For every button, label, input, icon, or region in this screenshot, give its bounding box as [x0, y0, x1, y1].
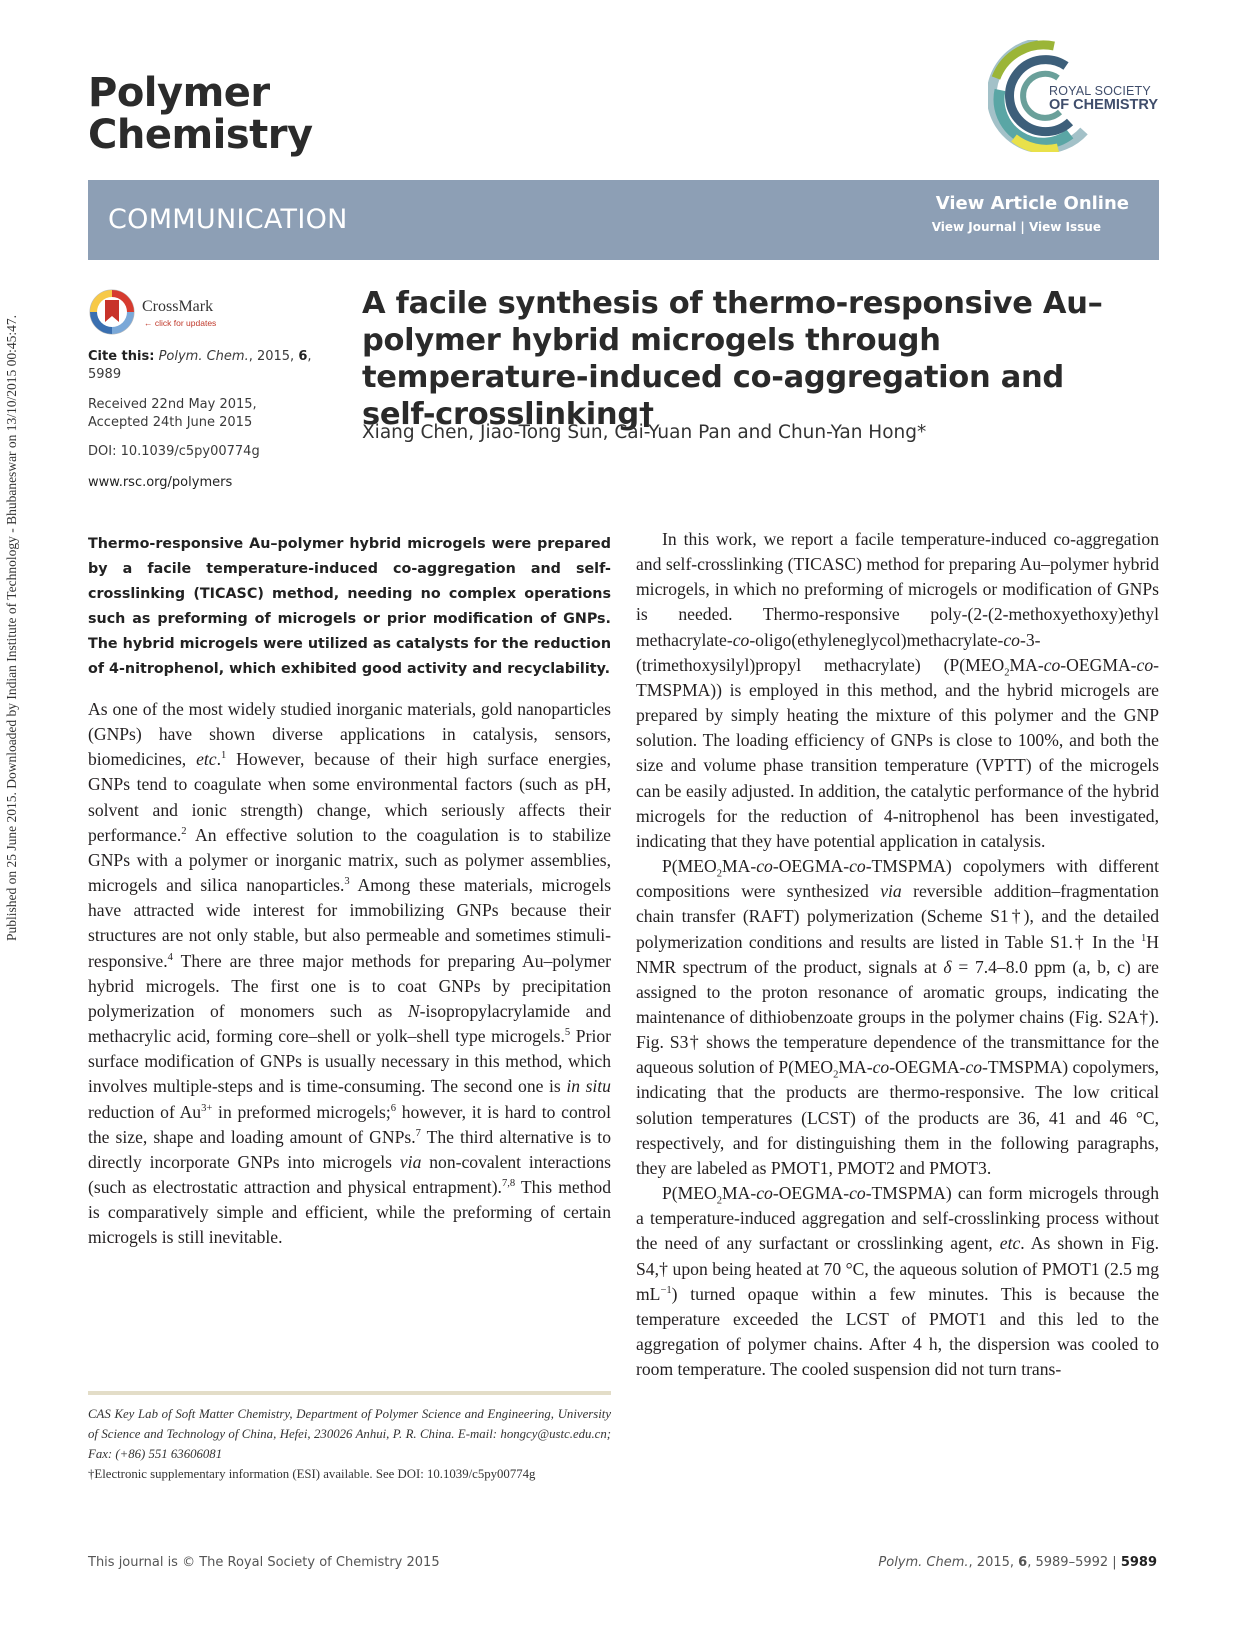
- rsc-logo-text: [1049, 84, 1158, 112]
- article-type-label: COMMUNICATION: [108, 204, 348, 235]
- body-paragraph-1: In this work, we report a facile temperature-induced co-aggregation and self-crosslinking (TICASC) method for preparing Au–polymer hybrid microgels, in which no preforming of microgels or modification of GNPs is needed. Thermo-responsive poly-(2-(2-methoxyethoxy)ethyl methacrylate-co-oligo(ethyleneglycol)methacrylate-co-3-(trimethoxysilyl)propyl methacrylate) $(P(MEO_2MA-co-OEGMA-co-TMSPMA))$ is employed in this method, and the hybrid microgels are prepared by simply heating the mixture of this polymer and the GNP solution. The loading efficiency of GNPs is close to 100%, and both the size and volume phase transition temperature (VPTT) of the microgels can be easily adjusted. In addition, the catalytic performance of the hybrid microgels for the reduction of 4-nitrophenol has been investigated, indicating that they have potential application in catalysis.: [636, 529, 1159, 851]
- footnotes: [88, 1404, 611, 1484]
- cite-year: , 2015,: [248, 349, 299, 364]
- ref-2[interactable]: 2: [181, 825, 187, 837]
- cite-label: Cite this:: [88, 349, 155, 364]
- crossmark-badge[interactable]: [88, 288, 228, 340]
- article-type-banner: [88, 180, 1159, 260]
- body-paragraph-2: $P(MEO_2MA-co-OEGMA-co-TMSPMA)$ copolymers with different compositions were synthesized via reversible addition–fragmentation chain transfer (RAFT) polymerization (Scheme S1†), and the detailed polymerization conditions and results are listed in Table S1.† In the $^1$H NMR spectrum of the product, signals at δ = 7.4–8.0 ppm (a, b, c) are assigned to the proton resonance of aromatic groups, indicating the maintenance of dithiobenzoate groups in the polymer chains (Fig. S2A†). Fig. S3† shows the temperature dependence of the transmittance for the aqueous solution of $P(MEO_2MA-co-OEGMA-co-TMSPMA)$ copolymers, indicating that the products are thermo-responsive. The low critical solution temperatures (LCST) of the products are 36, 41 and 46 °C, respectively, and for distinguishing them in the following paragraphs, they are labeled as PMOT1, PMOT2 and PMOT3.: [636, 856, 1159, 1178]
- citation-info: [88, 348, 328, 384]
- cite-page: , 5989: [88, 349, 312, 382]
- ref-7-8[interactable]: 7,8: [501, 1178, 516, 1190]
- body-column-right: [636, 527, 1159, 1382]
- ref-5[interactable]: 5: [564, 1027, 571, 1039]
- esi-note: †Electronic supplementary information (ESI) available. See DOI: 10.1039/c5py00774g: [88, 1467, 536, 1481]
- rsc-logo-line2: OF CHEMISTRY: [1049, 97, 1159, 113]
- ref-1[interactable]: 1: [221, 750, 227, 762]
- side-note-text: Published on 25 June 2015. Downloaded by Indian Institute of Technology - Bhubaneswar on 13/10/2015 00:45:47.: [4, 314, 19, 942]
- page-number: 5989: [1120, 1555, 1157, 1570]
- body-paragraph-3: $P(MEO_2MA-co-OEGMA-co-TMSPMA)$ can form microgels through a temperature-induced aggregation and self-crosslinking process without the need of any surfactant or crosslinking agent, etc. As shown in Fig. S4,† upon being heated at 70 °C, the aqueous solution of PMOT1 (2.5 mg $mL^{-1}$) turned opaque within a few minutes. This is because the temperature exceeded the LCST of PMOT1 and this led to the aggregation of polymer chains. After 4 h, the dispersion was cooled to room temperature. The cooled suspension did not turn trans-: [636, 1183, 1159, 1380]
- copyright-footer: This journal is © The Royal Society of Chemistry 2015: [88, 1555, 440, 1570]
- ref-7[interactable]: 7: [415, 1127, 421, 1139]
- crossmark-icon: [88, 288, 136, 336]
- journal-website-link[interactable]: www.rsc.org/polymers: [88, 475, 233, 490]
- doi-label: DOI: 10.1039/c5py00774g: [88, 444, 260, 459]
- ref-3[interactable]: 3: [344, 876, 350, 888]
- journal-title: [88, 72, 313, 156]
- cite-volume: 6: [298, 349, 308, 364]
- view-journal-link[interactable]: View Journal: [931, 220, 1017, 234]
- publication-side-note: [2, 238, 22, 1018]
- cite-journal: Polym. Chem.: [158, 349, 249, 364]
- view-links: [932, 220, 1101, 234]
- accepted-date: Accepted 24th June 2015: [88, 415, 253, 430]
- journal-title-line1: Polymer: [88, 70, 270, 116]
- intro-paragraph: As one of the most widely studied inorganic materials, gold nanoparticles (GNPs) have shown diverse applications in catalysis, sensors, biomedicines, etc.$^1$ However, because of their high surface energies, GNPs tend to coagulate when some environmental factors (such as pH, solvent and ionic strength) change, which seriously affects their performance.$^2$ An effective solution to the coagulation is to stabilize GNPs with a polymer or inorganic matrix, such as polymer assemblies, microgels and silica nanoparticles.$^3$ Among these materials, microgels have attracted wide interest for immobilizing GNPs because their structures are not only stable, but also permeable and sometimes stimuli-responsive.$^4$ There are three major methods for preparing Au–polymer hybrid microgels. The first one is to coat GNPs by precipitation polymerization of monomers such as N-isopropylacrylamide and methacrylic acid, forming core–shell or yolk–shell type microgels.$^5$ Prior surface modification of GNPs is usually necessary in this method, which involves multiple-steps and is time-consuming. The second one is in situ reduction of $Au^{3+}$ in preformed microgels;$^6$ however, it is hard to control the size, shape and loading amount of GNPs.$^7$ The third alternative is to directly incorporate GNPs into microgels via non-covalent interactions (such as electrostatic attraction and physical entrapment).$^{7,8}$ This method is comparatively simple and efficient, while the preforming of certain microgels is still inevitable.: [88, 699, 611, 1248]
- received-date: Received 22nd May 2015,: [88, 397, 257, 412]
- view-article-online-link[interactable]: View Article Online: [935, 193, 1129, 214]
- crossmark-sub-text: click for updates: [154, 318, 217, 328]
- rsc-logo-line1: ROYAL SOCIETY: [1049, 84, 1151, 98]
- author-list: Xiang Chen, Jiao-Tong Sun, Cai-Yuan Pan and Chun-Yan Hong*: [362, 422, 927, 443]
- view-links-separator: |: [1020, 220, 1025, 234]
- body-column-left: [88, 697, 611, 1250]
- crossmark-sub: ← click for updates: [144, 318, 217, 328]
- affiliation-note: CAS Key Lab of Soft Matter Chemistry, Department of Polymer Science and Engineering, University of Science and Technology of China, Hefei, 230026 Anhui, P. R. China. E-mail: hongcy@ustc.edu.cn; Fax: (+86) 551 63606081: [88, 1407, 611, 1461]
- abstract: Thermo-responsive Au–polymer hybrid microgels were prepared by a facile temperature-induced co-aggregation and self-crosslinking (TICASC) method, needing no complex operations such as preforming of microgels or prior modification of GNPs. The hybrid microgels were utilized as catalysts for the reduction of 4-nitrophenol, which exhibited good activity and recyclability.: [88, 536, 611, 677]
- crossmark-label: CrossMark: [142, 298, 214, 315]
- ref-6[interactable]: 6: [390, 1102, 397, 1114]
- ref-4[interactable]: 4: [167, 951, 173, 963]
- view-issue-link[interactable]: View Issue: [1028, 220, 1101, 234]
- footnote-divider: [88, 1391, 611, 1395]
- article-title: A facile synthesis of thermo-responsive Au–polymer hybrid microgels through temperature-induced co-aggregation and self-crosslinking†: [362, 286, 1103, 432]
- journal-title-line2: Chemistry: [88, 112, 313, 158]
- page-citation-footer: Polym. Chem., 2015, 6, 5989–5992 | 5989: [878, 1555, 1157, 1570]
